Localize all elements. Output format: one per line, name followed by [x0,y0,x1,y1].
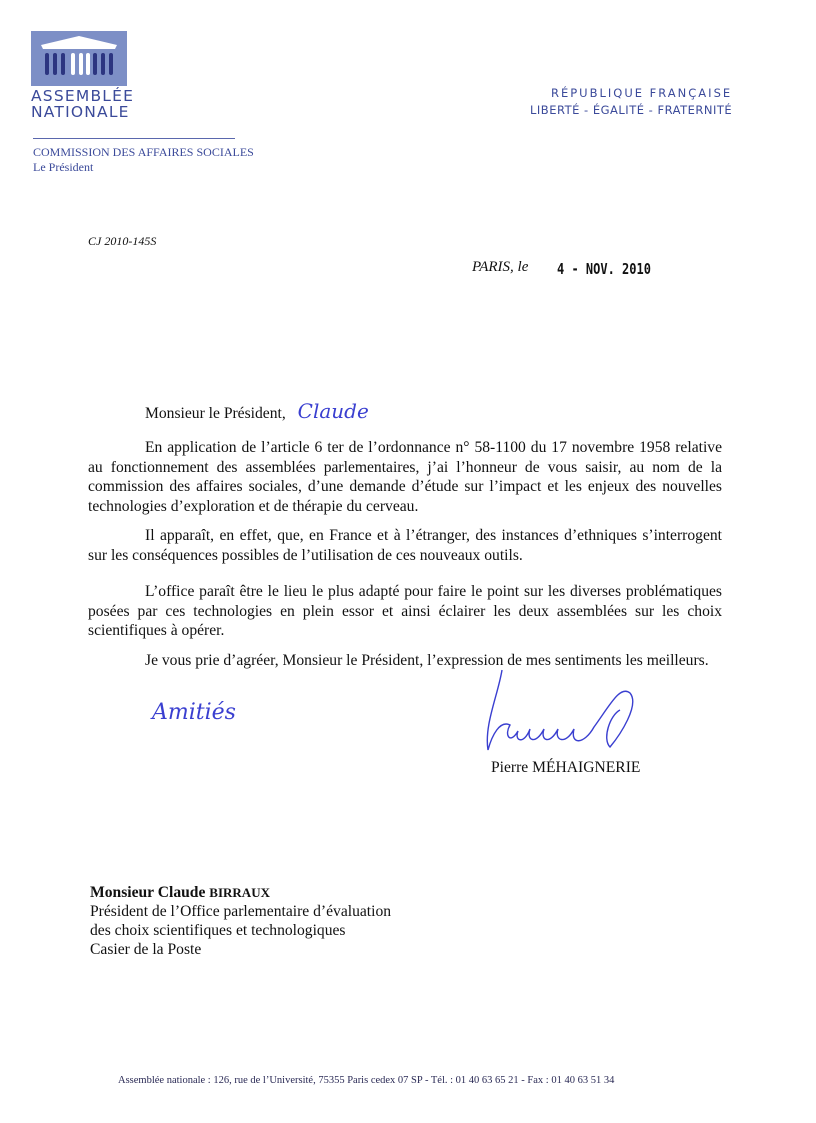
footer-address: Assemblée nationale : 126, rue de l’Université, 75355 Paris cedex 07 SP - Tél. : 01 40 63 65 21 - Fax : 01 40 63 51 34 [118,1075,615,1086]
paragraph-1: En application de l’article 6 ter de l’ordonnance n° 58-1100 du 17 novembre 1958 relative au fonctionnement des assemblées parlementaires, j’ai l’honneur de vous saisir, au nom de la commission des affaires sociales, d’une demande d’étude sur l’impact et les enjeux des nouvelles technologies d’exploration et de thérapie du cerveau. [88,439,722,515]
salutation: Monsieur le Président, [145,405,286,422]
commission-name: COMMISSION DES AFFAIRES SOCIALES [33,145,254,159]
paragraph-2: Il apparaît, en effet, que, en France et à l’étranger, des instances d’ethniques s’interrogent sur les conséquences possibles de l’utilisation de ces nouveaux outils. [88,527,722,564]
handwritten-name: Claude [297,399,369,423]
paragraph-3: L’office paraît être le lieu le plus adapté pour faire le point sur les diverses problématiques posées par ces technologies en plein essor et ainsi éclairer les deux assemblées sur les choix scientifiques à opérer. [88,583,722,639]
signatory-last: MÉHAIGNERIE [532,759,641,776]
signature [470,665,660,760]
recipient-name-last: BIRRAUX [209,885,270,900]
handwritten-closing: Amitiés [152,700,236,725]
commission-role: Le Président [33,160,94,174]
recipient-line: Casier de la Poste [90,941,202,958]
republic-header [530,85,732,119]
commission-block [33,145,254,175]
date-stamp: 4 - NOV. 2010 [557,260,651,278]
recipient-name [90,883,391,902]
logo-line-2: NATIONALE [31,103,130,121]
signatory-first: Pierre [491,759,529,776]
recipient-block [90,883,391,959]
republic-title: RÉPUBLIQUE FRANÇAISE [550,86,733,100]
reference-number: CJ 2010-145S [88,234,157,248]
recipient-line: des choix scientifiques et technologiques [90,922,346,939]
paragraph-4: Je vous prie d’agréer, Monsieur le Président, l’expression de mes sentiments les meilleurs. [145,652,709,669]
header-divider [33,138,235,139]
recipient-line: Président de l’Office parlementaire d’évaluation [90,903,392,920]
republic-motto: LIBERTÉ - ÉGALITÉ - FRATERNITÉ [530,103,733,117]
salutation-line [88,399,722,424]
recipient-name-prefix: Monsieur Claude [90,884,206,901]
logo-line-1: ASSEMBLÉE [31,87,135,105]
place: PARIS, le [472,259,529,275]
assemblee-logo [31,31,127,86]
logo-wordmark [31,88,134,120]
signatory-name [491,759,640,777]
